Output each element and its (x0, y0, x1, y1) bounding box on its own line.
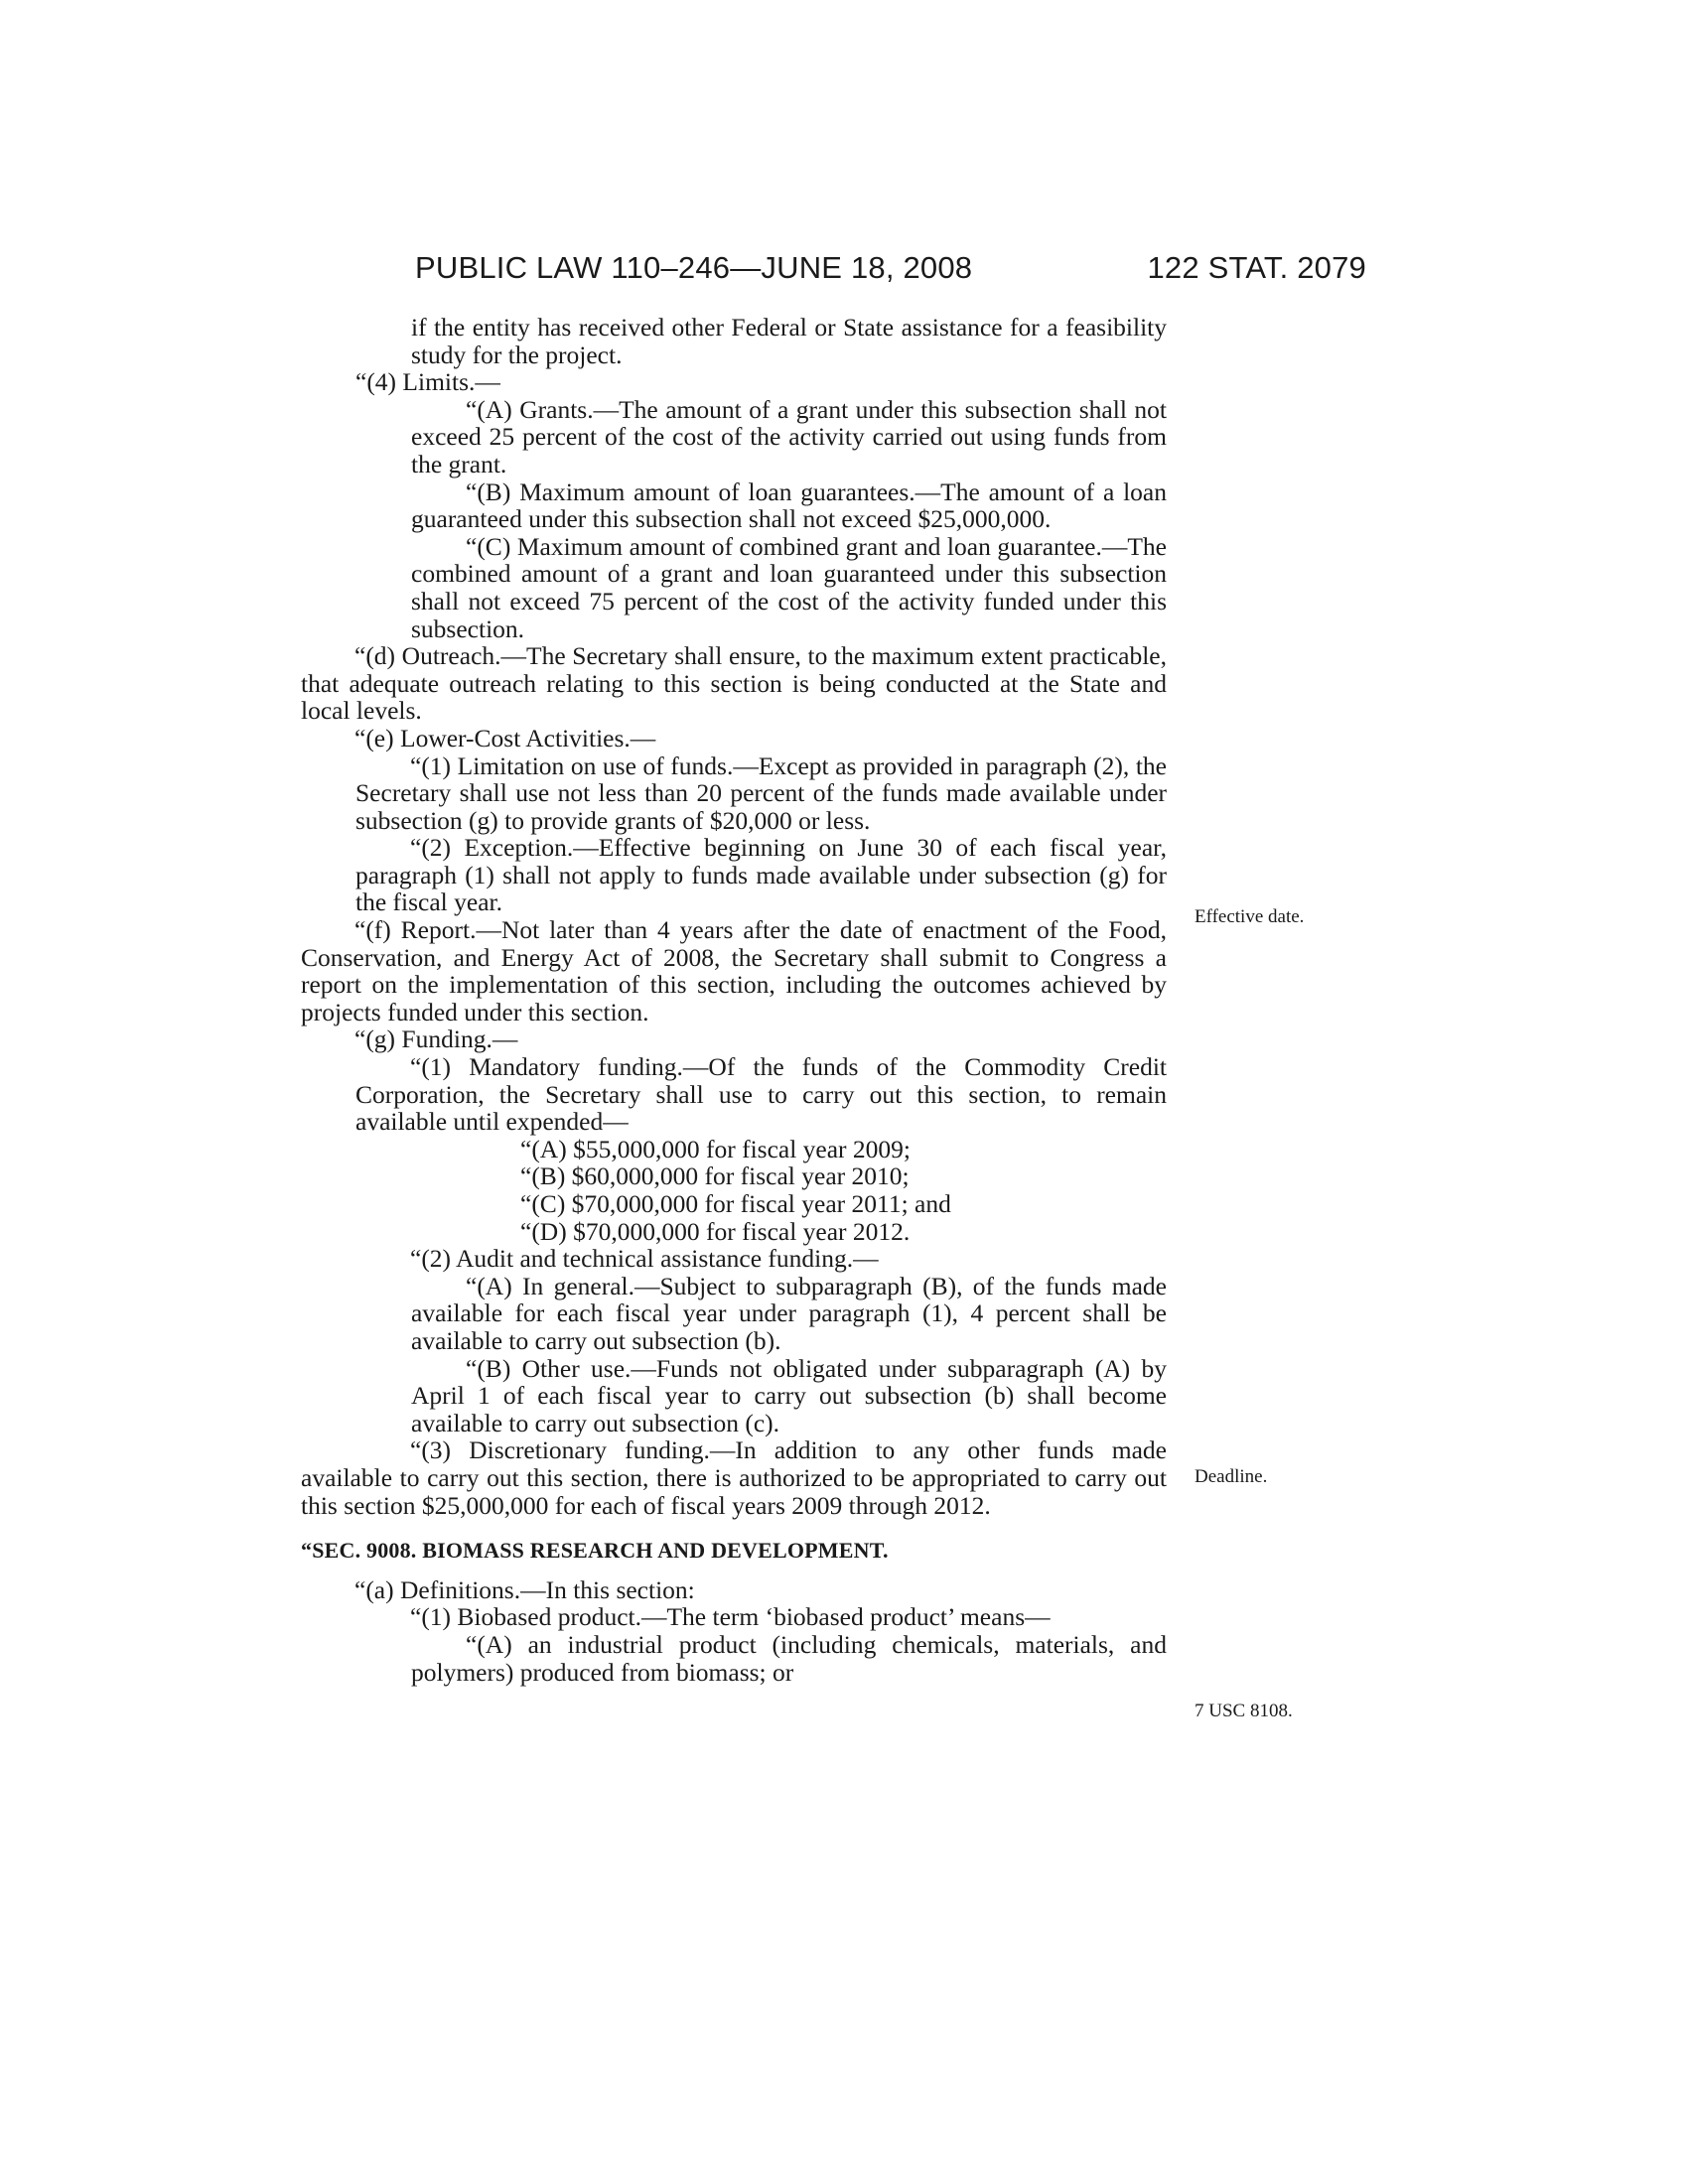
subsection-f-report: “(f) Report.—Not later than 4 years after the date of enactment of the Food, Conservation, and Energy Act of 2008, the Secretary shall submit to Congress a report on the implementation of this section, including the outcomes achieved by projects funded under this section. (301, 915, 1167, 1026)
paragraph-a1A-industrial-product: “(A) an industrial product (including chemicals, materials, and polymers) produced from biomass; or (411, 1629, 1167, 1687)
subsection-a-definitions: “(a) Definitions.—In this section: (354, 1574, 695, 1604)
list-item-fy2009: “(A) $55,000,000 for fiscal year 2009; (520, 1134, 912, 1163)
paragraph-e1-limitation: “(1) Limitation on use of funds.—Except as provided in paragraph (2), the Secretary shall use not less than 20 percent of the funds made available under subsection (g) to provide grants of $20,000 or less. (355, 751, 1167, 835)
paragraph-g1-mandatory: “(1) Mandatory funding.—Of the funds of the Commodity Credit Corporation, the Secretary shall use to carry out this section, to remain available until expended— (355, 1052, 1167, 1137)
list-item-fy2012: “(D) $70,000,000 for fiscal year 2012. (520, 1216, 911, 1246)
paragraph-g3-discretionary: “(3) Discretionary funding.—In addition to any other funds made available to carry out this section, there is authorized to be appropriated to carry out this section $25,000,000 for each of fiscal years 2009 through 2012. (301, 1435, 1167, 1520)
list-item-fy2010: “(B) $60,000,000 for fiscal year 2010; (520, 1161, 910, 1191)
paragraph-g2A-general: “(A) In general.—Subject to subparagraph (B), of the funds made available for each fiscal year under paragraph (1), 4 percent shall be available to carry out subsection (b). (411, 1271, 1167, 1355)
paragraph-e2-exception: “(2) Exception.—Effective beginning on June 30 of each fiscal year, paragraph (1) shall not apply to funds made available under subsection (g) for the fiscal year. (355, 833, 1167, 917)
subsection-d-outreach: “(d) Outreach.—The Secretary shall ensure, to the maximum extent practicable, that adequate outreach relating to this section is being conducted at the State and local levels. (301, 641, 1167, 726)
margin-note-effective-date: Effective date. (1195, 906, 1305, 927)
section-heading-9008: “SEC. 9008. BIOMASS RESEARCH AND DEVELOPMENT. (301, 1538, 889, 1564)
paragraph-4-limits: “(4) Limits.— (355, 367, 500, 397)
paragraph-continuation: if the entity has received other Federal or State assistance for a feasibility study for the project. (411, 313, 1167, 369)
paragraph-4B-loan-guarantees: “(B) Maximum amount of loan guarantees.—The amount of a loan guaranteed under this subsection shall not exceed $25,000,000. (411, 477, 1167, 534)
paragraph-g2-audit: “(2) Audit and technical assistance funding.— (410, 1244, 879, 1274)
paragraph-g2B-other-use: “(B) Other use.—Funds not obligated under subparagraph (A) by April 1 of each fiscal year to carry out subsection (b) shall become available to carry out subsection (c). (411, 1353, 1167, 1437)
statute-citation: 122 STAT. 2079 (1147, 250, 1366, 285)
paragraph-a1-biobased: “(1) Biobased product.—The term ‘biobased product’ means— (410, 1602, 1051, 1632)
subsection-g-funding: “(g) Funding.— (354, 1024, 518, 1054)
subsection-e-lower-cost: “(e) Lower-Cost Activities.— (354, 723, 656, 752)
paragraph-4C-combined: “(C) Maximum amount of combined grant and loan guarantee.—The combined amount of a grant and loan guaranteed under this subsection shall not exceed 75 percent of the cost of the activity funded under this subsection. (411, 531, 1167, 643)
law-title: PUBLIC LAW 110–246—JUNE 18, 2008 (415, 250, 973, 285)
margin-note-usc: 7 USC 8108. (1195, 1701, 1293, 1721)
list-item-fy2011: “(C) $70,000,000 for fiscal year 2011; and (520, 1189, 951, 1218)
body-text (301, 314, 1167, 1686)
margin-note-deadline: Deadline. (1195, 1466, 1268, 1487)
paragraph-4A-grants: “(A) Grants.—The amount of a grant under this subsection shall not exceed 25 percent of the cost of the activity carried out using funds from the grant. (411, 394, 1167, 478)
